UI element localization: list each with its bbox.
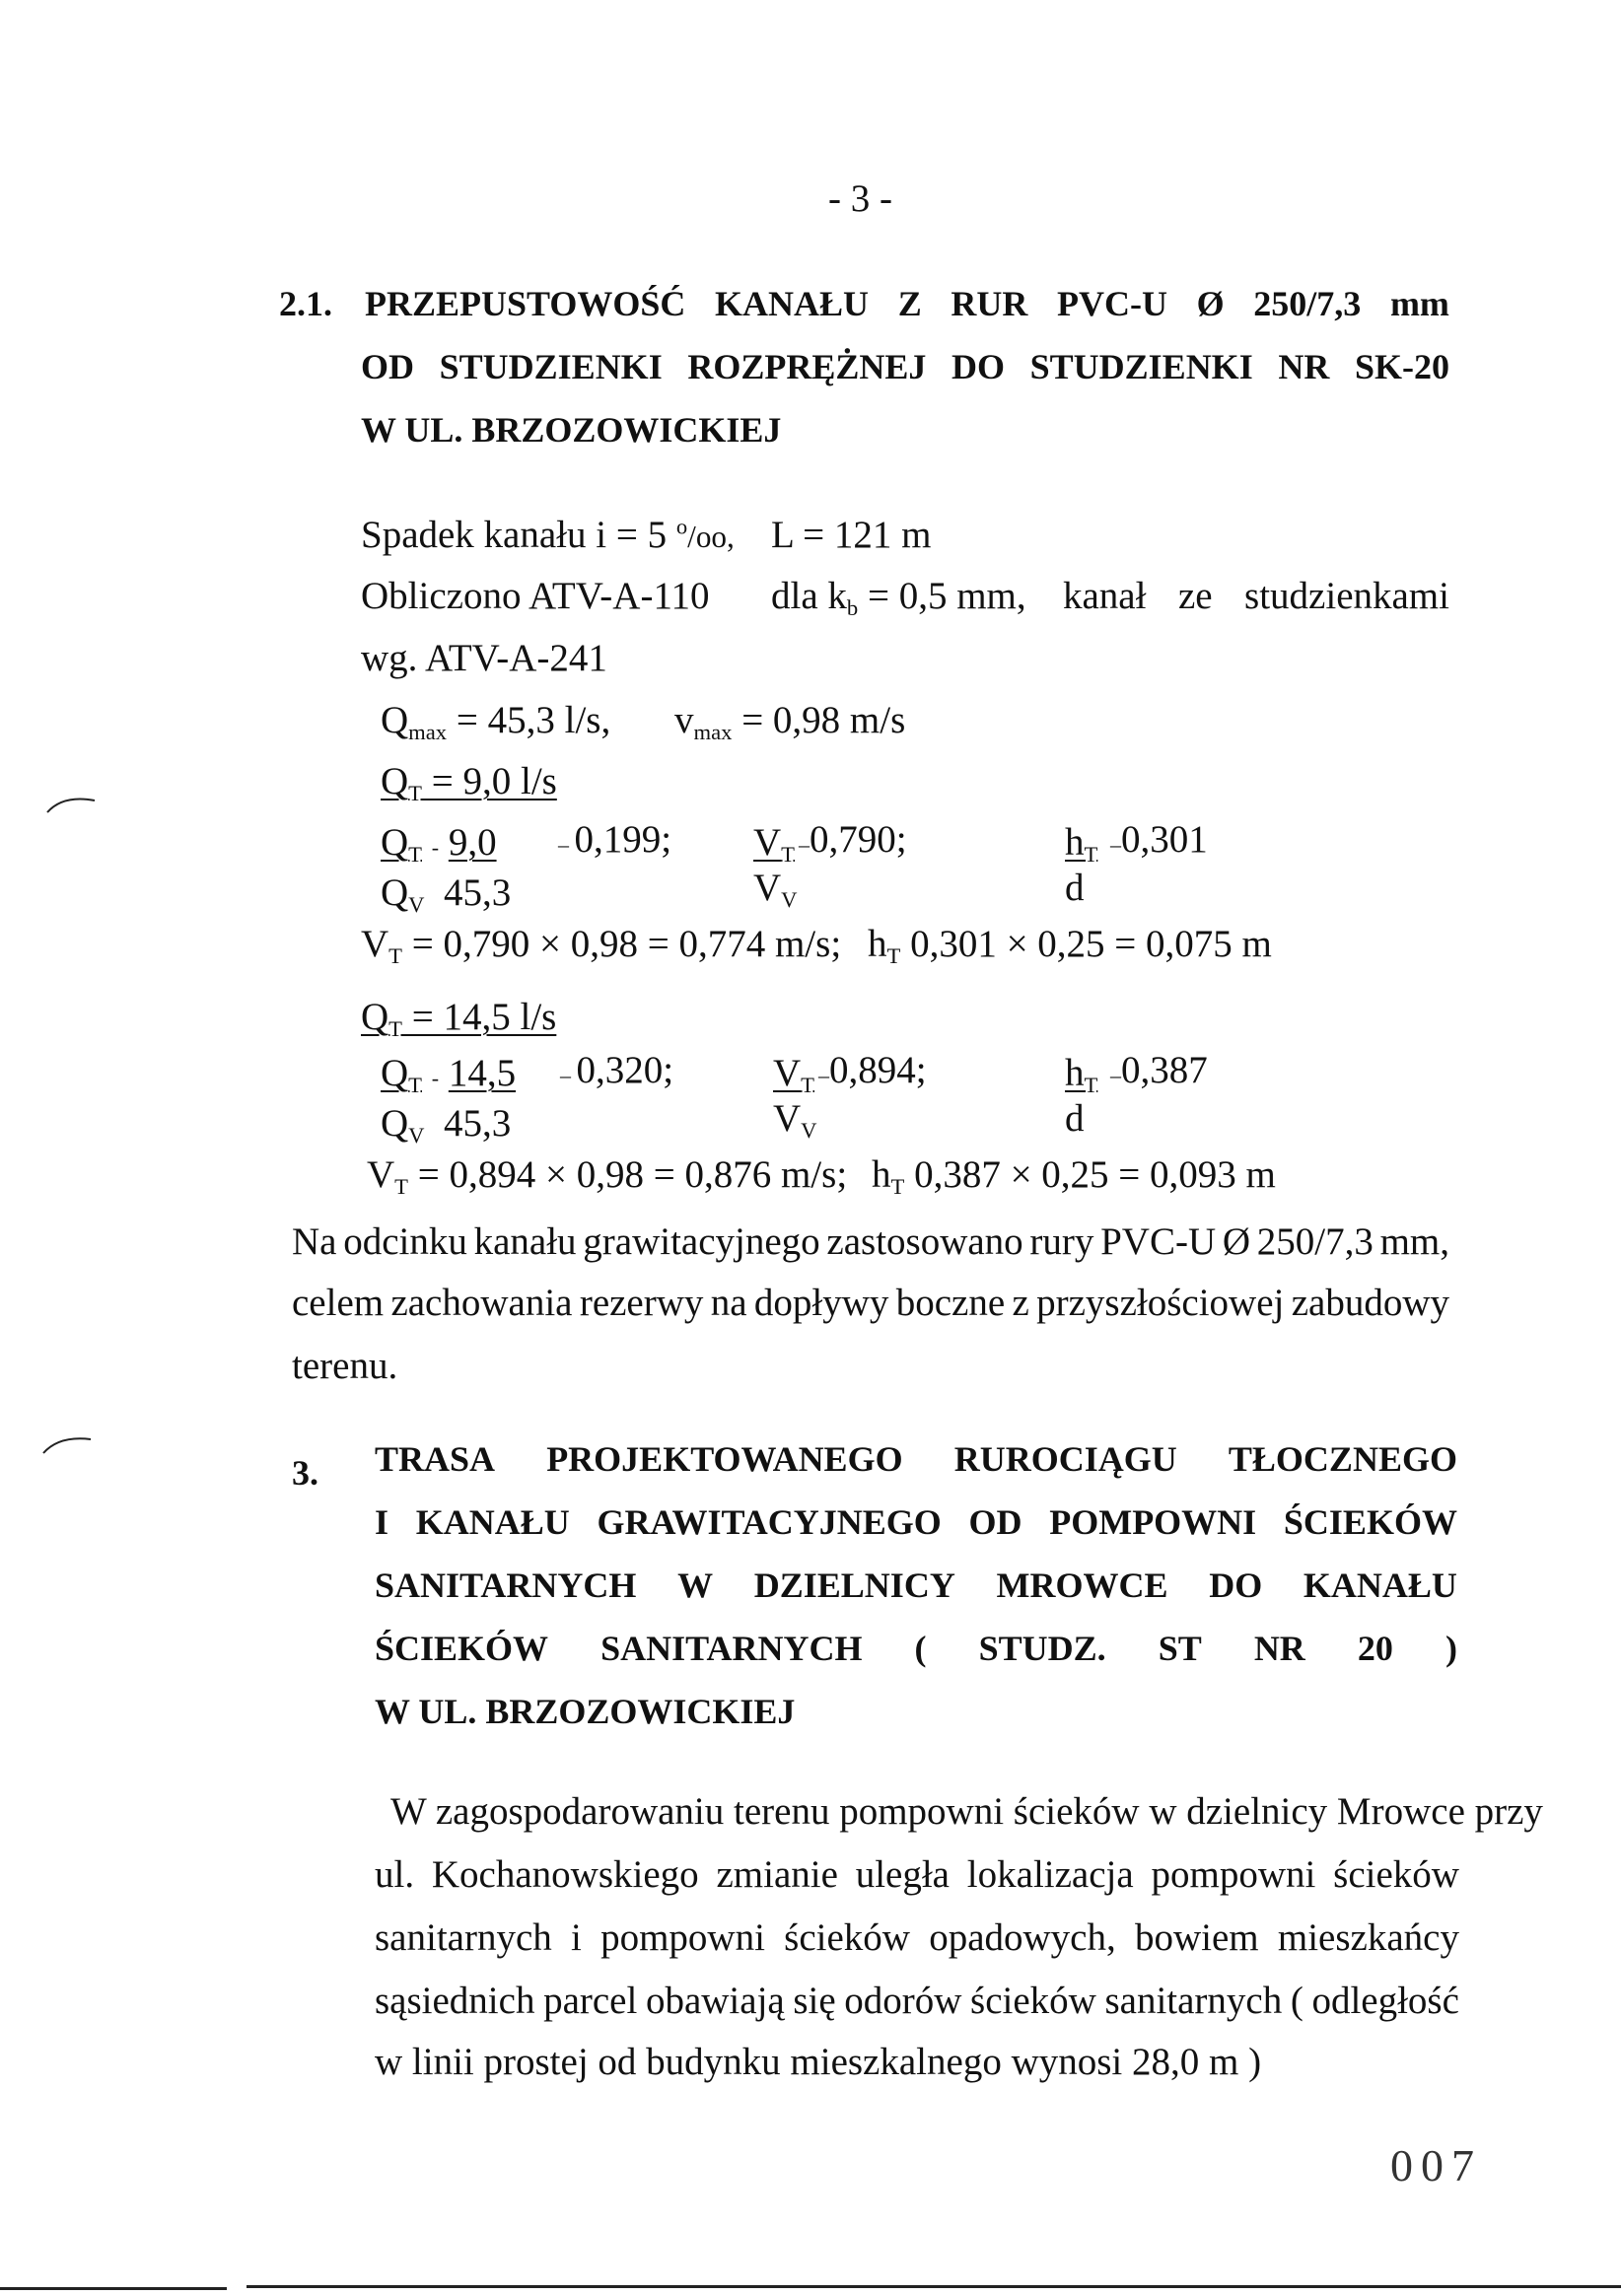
word: SANITARNYCH	[600, 1629, 863, 1668]
word: pompowni	[1151, 1853, 1316, 1896]
word: 20	[1357, 1629, 1393, 1668]
q-max: $Q_{max} = 45,3$ l/s,	[381, 699, 611, 744]
standard-reference: wg. ATV-A-241	[361, 637, 607, 679]
word: ścieków	[970, 1980, 1096, 2022]
word: W zagospodarowaniu terenu pompowni ścieków w dzielnicy Mrowce przy	[390, 1790, 1543, 1833]
word: mm	[1389, 284, 1449, 323]
word: bowiem	[1134, 1916, 1259, 1959]
case1-h-ratio-fraction: $h_T$ d	[1065, 821, 1098, 909]
section-3-number: 3.	[292, 1453, 318, 1493]
word: grawitacyjnego	[583, 1220, 820, 1263]
case1-header: $Q_T = 9,0$ l/s	[381, 760, 557, 805]
case2-q-ratio-fraction: $Q_T - 14,5$ $Q_V$ 45,3	[381, 1052, 517, 1148]
conclusion-line-1	[292, 1222, 1449, 1261]
word: DZIELNICY	[753, 1565, 955, 1605]
word: terenu.	[292, 1345, 398, 1387]
word: zabudowy	[1291, 1282, 1449, 1324]
word: ścieków	[784, 1916, 910, 1959]
section-3-title-line-3	[375, 1567, 1457, 1603]
case2-v-ratio-fraction: $V_T$ $V_V$	[773, 1052, 817, 1143]
word: parcel	[543, 1980, 638, 2022]
bottom-rule-left	[0, 2287, 227, 2290]
word: pompowni	[600, 1916, 765, 1959]
word: I	[375, 1502, 389, 1542]
word: STUDZIENKI	[1029, 347, 1253, 386]
section-2-1-number: 2.1.	[279, 284, 332, 323]
word: Z	[897, 284, 922, 323]
case2-h-ratio-value: –0,387	[1110, 1049, 1208, 1091]
case1-v-ratio-value: –0,790;	[799, 818, 907, 861]
slope-line: Spadek kanału i = 5 $^o$/oo,	[361, 514, 735, 556]
word: GRAWITACYJNEGO	[597, 1502, 942, 1542]
word: Ø	[1222, 1220, 1251, 1263]
word: RUR	[951, 284, 1028, 323]
word: )	[1445, 1629, 1457, 1668]
word: ŚCIEKÓW	[1283, 1502, 1457, 1542]
word: W	[677, 1565, 714, 1605]
word: KANAŁU	[415, 1502, 570, 1542]
word: KANAŁU	[1303, 1565, 1457, 1605]
word: TŁOCZNEGO	[1228, 1439, 1457, 1479]
word: 250/7,3	[1256, 1220, 1374, 1263]
word: KANAŁU	[715, 284, 870, 323]
v-max: $v_{max} = 0,98$ m/s	[674, 699, 906, 744]
word: NR	[1278, 347, 1330, 386]
channel-note	[1063, 577, 1449, 615]
word: OD	[361, 347, 414, 386]
body-line-2	[375, 1855, 1459, 1894]
case2-q-ratio-value: – 0,320;	[560, 1049, 674, 1091]
word: i	[571, 1916, 582, 1959]
word: przyszłościowej	[1036, 1282, 1285, 1324]
word: ST	[1158, 1629, 1202, 1668]
word: SK-20	[1354, 347, 1449, 386]
word: dopływy	[753, 1282, 889, 1324]
word: STUDZIENKI	[439, 347, 663, 386]
word: zmianie	[716, 1853, 838, 1896]
word: POMPOWNI	[1049, 1502, 1257, 1542]
word: mieszkańcy	[1277, 1916, 1459, 1959]
word: (	[1290, 1980, 1304, 2022]
word: odległość	[1311, 1980, 1459, 2022]
word: STUDZ.	[978, 1629, 1106, 1668]
word: DO	[951, 347, 1005, 386]
word: NR	[1253, 1629, 1305, 1668]
roughness-value: dla $k_b = 0,5$ mm,	[771, 575, 1026, 620]
word: na	[710, 1282, 747, 1324]
word: (	[914, 1629, 927, 1668]
page-number: - 3 -	[828, 177, 892, 220]
word: się	[793, 1980, 836, 2022]
archive-page-stamp: 007	[1390, 2140, 1482, 2191]
word: lokalizacja	[966, 1853, 1134, 1896]
word: SANITARNYCH	[375, 1565, 637, 1605]
word: w linii prostej od budynku mieszkalnego wynosi 28,0 m )	[375, 2041, 1262, 2083]
section-3-title-line-4	[375, 1631, 1457, 1666]
word: boczne	[895, 1282, 1006, 1324]
word: sanitarnych	[1104, 1980, 1283, 2022]
word: W UL. BRZOZOWICKIEJ	[375, 1692, 796, 1731]
conclusion-line-2	[292, 1284, 1449, 1322]
word: ROZPRĘŻNEJ	[687, 347, 927, 386]
section-2-1-title-line-3	[361, 412, 781, 448]
word: ze	[1177, 575, 1213, 617]
case2-v-ratio-value: –0,894;	[818, 1049, 927, 1091]
word: PRZEPUSTOWOŚĆ	[365, 284, 686, 323]
word: kanał	[1063, 575, 1147, 617]
word: Na	[292, 1220, 337, 1263]
margin-mark-1	[43, 789, 103, 818]
word: 250/7,3	[1253, 284, 1362, 323]
section-3-title-line-2	[375, 1504, 1457, 1540]
word: TRASA	[375, 1439, 496, 1479]
word: MROWCE	[996, 1565, 1168, 1605]
case1-h-ratio-value: –0,301	[1110, 818, 1208, 861]
section-2-1-title-line-2	[361, 349, 1449, 384]
word: sanitarnych	[375, 1916, 552, 1959]
case2-depth-result: $h_T$ 0,387 × 0,25 = 0,093 m	[872, 1153, 1276, 1199]
word: zachowania	[390, 1282, 573, 1324]
case1-v-ratio-fraction: $V_T$ $V_V$	[753, 821, 798, 912]
word: rezerwy	[579, 1282, 704, 1324]
case2-header: $Q_T = 14,5$ l/s	[361, 996, 557, 1041]
word: rury	[1029, 1220, 1094, 1263]
word: opadowych,	[929, 1916, 1116, 1959]
section-3-title-line-5	[375, 1694, 795, 1729]
case2-h-ratio-fraction: $h_T$ d	[1065, 1052, 1098, 1140]
case1-depth-result: $h_T$ 0,301 × 0,25 = 0,075 m	[868, 923, 1272, 968]
word: obawiają	[645, 1980, 785, 2022]
word: PVC-U	[1057, 284, 1167, 323]
body-line-3	[375, 1918, 1459, 1957]
word: DO	[1209, 1565, 1263, 1605]
word: Ø	[1196, 284, 1225, 323]
word: celem	[292, 1282, 385, 1324]
word: odorów	[844, 1980, 962, 2022]
word: ŚCIEKÓW	[375, 1629, 549, 1668]
word: uległa	[855, 1853, 950, 1896]
word: PROJEKTOWANEGO	[546, 1439, 903, 1479]
word: Kochanowskiego	[431, 1853, 699, 1896]
section-2-1-title-line-1	[365, 286, 1449, 321]
body-line-5	[375, 2043, 1261, 2081]
word: W UL. BRZOZOWICKIEJ	[361, 410, 782, 450]
word: OD	[968, 1502, 1022, 1542]
word: sąsiednich	[375, 1980, 535, 2022]
word: odcinku	[343, 1220, 467, 1263]
case1-q-ratio-fraction: $Q_T - 9,0$ $Q_V$ 45,3	[381, 821, 512, 917]
word: kanału	[473, 1220, 577, 1263]
word: mm,	[1379, 1220, 1449, 1263]
body-line-1	[390, 1792, 1543, 1831]
word: z	[1012, 1282, 1029, 1324]
case1-q-ratio-value: – 0,199;	[558, 818, 672, 861]
bottom-rule-right	[247, 2285, 1621, 2288]
method-label: Obliczono ATV-A-110	[361, 575, 710, 617]
word: ul.	[375, 1853, 415, 1896]
margin-mark-2	[39, 1429, 99, 1459]
case2-velocity-result: $V_T = 0,894 \times 0,98 = 0,876$ m/s;	[367, 1153, 848, 1199]
word: ścieków	[1333, 1853, 1459, 1896]
body-line-4	[375, 1982, 1459, 2020]
conclusion-line-3	[292, 1347, 397, 1385]
word: RUROCIĄGU	[953, 1439, 1177, 1479]
section-3-title-line-1	[375, 1441, 1457, 1477]
word: studzienkami	[1244, 575, 1449, 617]
word: PVC-U	[1100, 1220, 1217, 1263]
case1-velocity-result: $V_T = 0,790 \times 0,98 = 0,774$ m/s;	[361, 923, 842, 968]
length-value: L = 121 m	[771, 514, 932, 556]
word: zastosowano	[826, 1220, 1023, 1263]
